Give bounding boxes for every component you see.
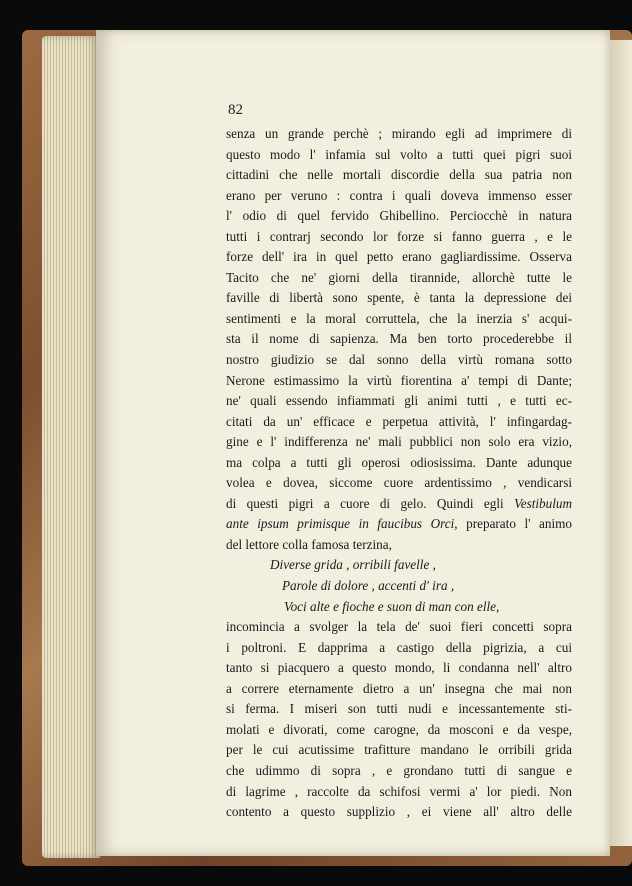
page-edges bbox=[42, 36, 100, 858]
italic-quote: Vestibulum bbox=[514, 495, 572, 511]
text-line: per le cui acutissime trafitture mandano le orribili grida bbox=[226, 742, 572, 758]
text-line: incomincia a svolger la tela de' suoi fieri concetti sopra bbox=[226, 619, 572, 635]
text-line: l' odio di quel fervido Ghibellino. Perciocchè in natura bbox=[226, 208, 572, 224]
text-line: nostro giudizio se dal sonno della virtù romana sotto bbox=[226, 352, 572, 368]
text-line: citati da un' efficace e perpetua attività, l' infingardag- bbox=[226, 413, 572, 429]
body-text bbox=[226, 124, 572, 823]
text-line: volea e dovea, siccome cuore ardentissimo , vendicarsi bbox=[226, 475, 572, 491]
italic-quote: ante ipsum primisque in faucibus Orci bbox=[226, 516, 455, 532]
text-line: ne' quali essendo infiammati gli animi tutti , e tutti ec- bbox=[226, 393, 572, 409]
page-number: 82 bbox=[228, 102, 243, 118]
text-line: Diverse grida , orribili favelle , bbox=[270, 557, 436, 573]
text-line: sta il nome di sapienza. Ma ben torto procederebbe il bbox=[226, 331, 572, 347]
text-line: contento a questo supplizio , ei viene all' altro delle bbox=[226, 804, 572, 820]
text-line: Nerone estimassimo la virtù fiorentina a' tempi di Dante; bbox=[226, 372, 572, 388]
text-line bbox=[226, 494, 572, 515]
text-line: Voci alte e fioche e suon di man con elle, bbox=[284, 598, 500, 614]
text-line: ma colpa a tutti gli operosi odiosissima. Dante adunque bbox=[226, 454, 572, 470]
text-line: di lagrime , raccolte da schifosi vermi a' lor piedi. Non bbox=[226, 783, 572, 799]
text-line: faville di libertà sono spente, è tanta la depressione dei bbox=[226, 290, 572, 306]
text-line: tutti i contrarj secondo lor forze si fanno guerra , e le bbox=[226, 228, 572, 244]
line-text: di questi pigri a cuore di gelo. Quindi egli bbox=[226, 495, 515, 511]
text-line: Tacito che ne' giorni della tirannide, allorchè tutte le bbox=[226, 269, 572, 285]
text-line: forze dell' ira in quel petto erano gagliardissime. Osserva bbox=[226, 249, 572, 265]
text-line: sentimenti e la moral corruttela, che la inerzia s' acqui- bbox=[226, 310, 572, 326]
text-line: cittadini che nelle mortali discordie della sua patria non bbox=[226, 167, 572, 183]
text-line: senza un grande perchè ; mirando egli ad imprimere di bbox=[226, 126, 572, 141]
text-line: del lettore colla famosa terzina, bbox=[226, 536, 392, 552]
text-line bbox=[226, 514, 572, 535]
text-line: tanto si piacquero a questo mondo, li condanna nell' altro bbox=[226, 660, 572, 676]
text-line: a correre eternamente dietro a un' insegna che mai non bbox=[226, 680, 572, 696]
line-text: , preparato l' animo bbox=[454, 516, 573, 532]
text-line: molati e divorati, come carogne, da mosconi e da vespe, bbox=[226, 721, 572, 737]
text-line: erano per veruno : contra i quali doveva immenso esser bbox=[226, 187, 572, 203]
right-page-edge bbox=[610, 40, 632, 846]
text-line: i poltroni. E dapprima a castigo della pigrizia, a cui bbox=[226, 639, 572, 655]
text-line: Parole di dolore , accenti d' ira , bbox=[282, 578, 455, 594]
text-line: gine e l' indifferenza ne' mali pubblici non solo era vizio, bbox=[226, 434, 572, 450]
text-line: che udimmo di sopra , e grondano tutti di sangue e bbox=[226, 762, 572, 778]
text-line: questo modo l' infamia sul volto a tutti quei pigri suoi bbox=[226, 146, 572, 162]
text-line: si ferma. I miseri son tutti nudi e incessantemente sti- bbox=[226, 701, 572, 717]
